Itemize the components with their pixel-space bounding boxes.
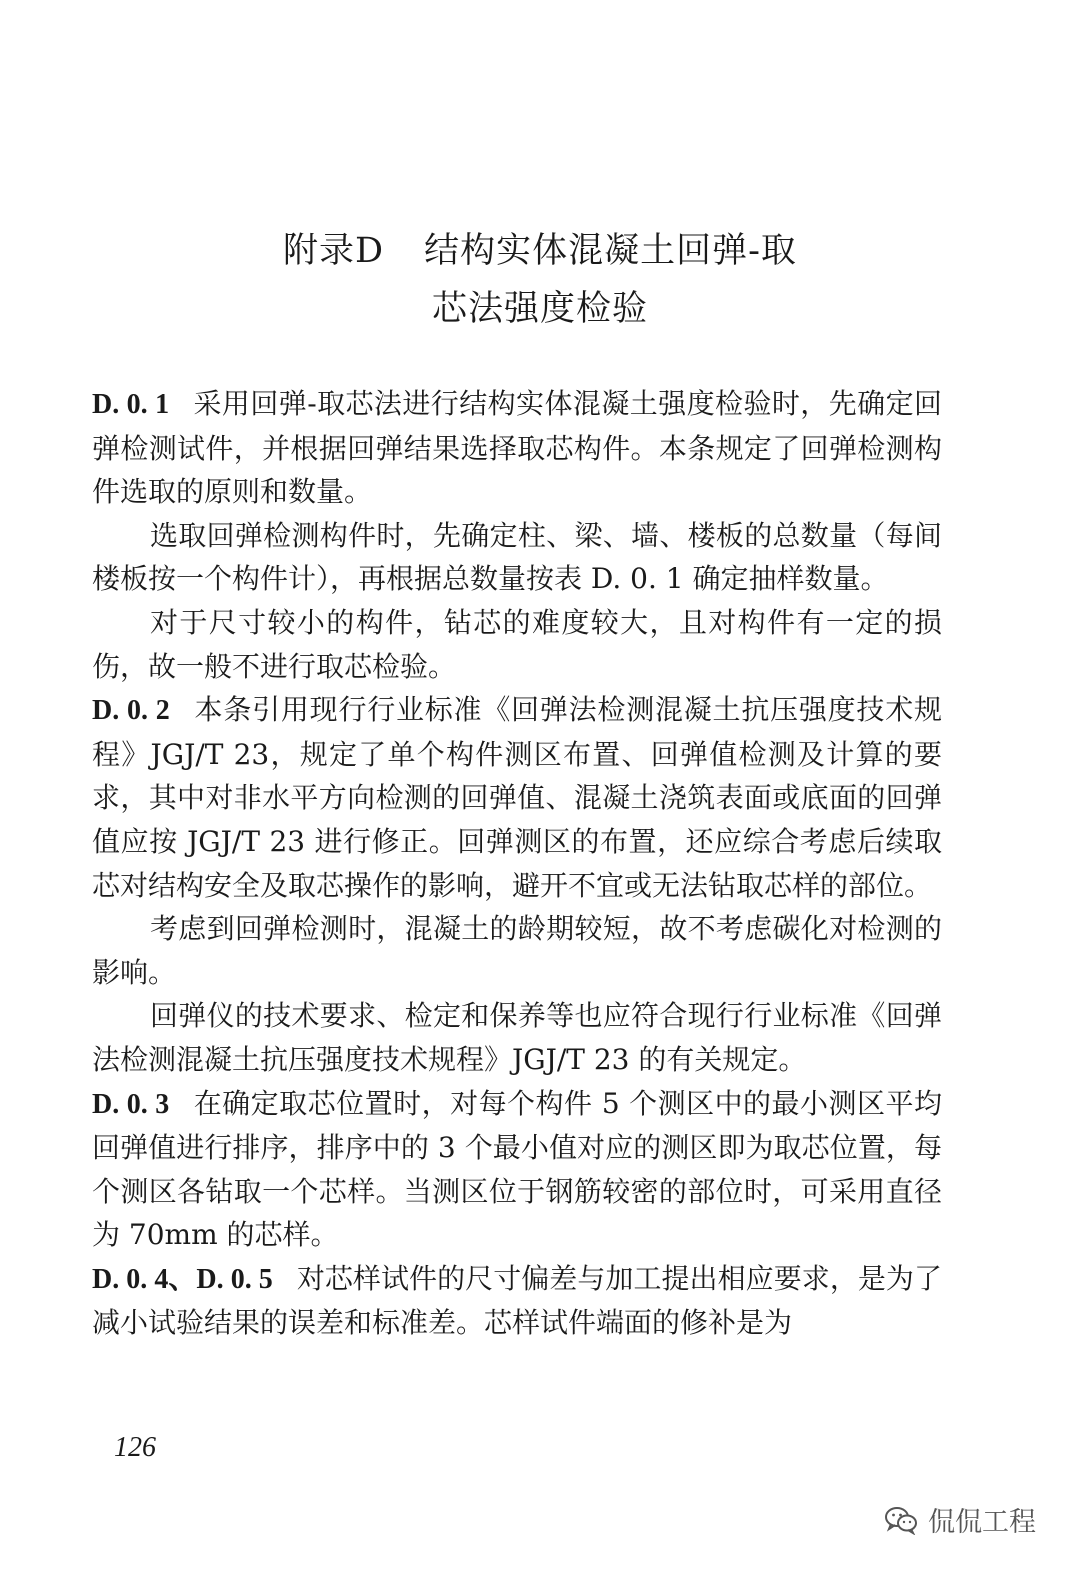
paragraph: 对于尺寸较小的构件，钻芯的难度较大，且对构件有一定的损伤，故一般不进行取芯检验。 — [92, 605, 942, 683]
paragraph: 回弹仪的技术要求、检定和保养等也应符合现行行业标准《回弹法检测混凝土抗压强度技术规程》JGJ/T 23 的有关规定。 — [92, 999, 942, 1076]
paragraph-d-0-3 — [92, 1082, 942, 1257]
paragraph-d-0-4-d-0-5 — [92, 1257, 942, 1345]
title-line-2: 芯法强度检验 — [431, 289, 648, 329]
page-number: 126 — [114, 1432, 156, 1463]
paragraph-text: 在确定取芯位置时，对每个构件 5 个测区中的最小测区平均回弹值进行排序，排序中的 3 个最小值对应的测区即为取芯位置，每个测区各钻取一个芯样。当测区位于钢筋较密的部位时，可采用直径为 70mm 的芯样。 — [92, 1086, 942, 1252]
watermark — [884, 1500, 1036, 1539]
title-appendix-label: 附录D — [283, 231, 385, 271]
clause-number: D. 0. 4、D. 0. 5 — [92, 1263, 273, 1295]
paragraph-d-0-1 — [92, 382, 942, 514]
body-text — [92, 382, 942, 1345]
clause-number: D. 0. 3 — [92, 1088, 170, 1120]
paragraph: 选取回弹检测构件时，先确定柱、梁、墙、楼板的总数量（每间楼板按一个构件计），再根据总数量按表 D. 0. 1 确定抽样数量。 — [92, 518, 942, 596]
paragraph-text: 采用回弹-取芯法进行结构实体混凝土强度检验时，先确定回弹检测试件，并根据回弹结果选择取芯构件。本条规定了回弹检测构件选取的原则和数量。 — [92, 387, 942, 509]
watermark-text: 侃侃工程 — [928, 1507, 1036, 1538]
paragraph-text: 对芯样试件的尺寸偏差与加工提出相应要求，是为了减小试验结果的误差和标准差。芯样试件端面的修补是为 — [92, 1261, 942, 1340]
clause-number: D. 0. 2 — [92, 695, 170, 727]
wechat-icon — [884, 1505, 918, 1535]
paragraph: 考虑到回弹检测时，混凝土的龄期较短，故不考虑碳化对检测的影响。 — [92, 912, 942, 989]
paragraph-d-0-2 — [92, 688, 942, 907]
paragraph-text: 本条引用现行行业标准《回弹法检测混凝土抗压强度技术规程》JGJ/T 23，规定了单个构件测区布置、回弹值检测及计算的要求，其中对非水平方向检测的回弹值、混凝土浇筑表面或底面的回弹值应按 JGJ/T 23 进行修正。回弹测区的布置，还应综合考虑后续取芯对结构安全及取芯操作的影响，避开不宜或无法钻取芯样的部位。 — [92, 693, 942, 902]
title-line-1-text: 结构实体混凝土回弹-取 — [424, 231, 797, 271]
appendix-title — [0, 222, 1080, 338]
title-line-1 — [0, 222, 1080, 280]
clause-number: D. 0. 1 — [92, 389, 170, 420]
